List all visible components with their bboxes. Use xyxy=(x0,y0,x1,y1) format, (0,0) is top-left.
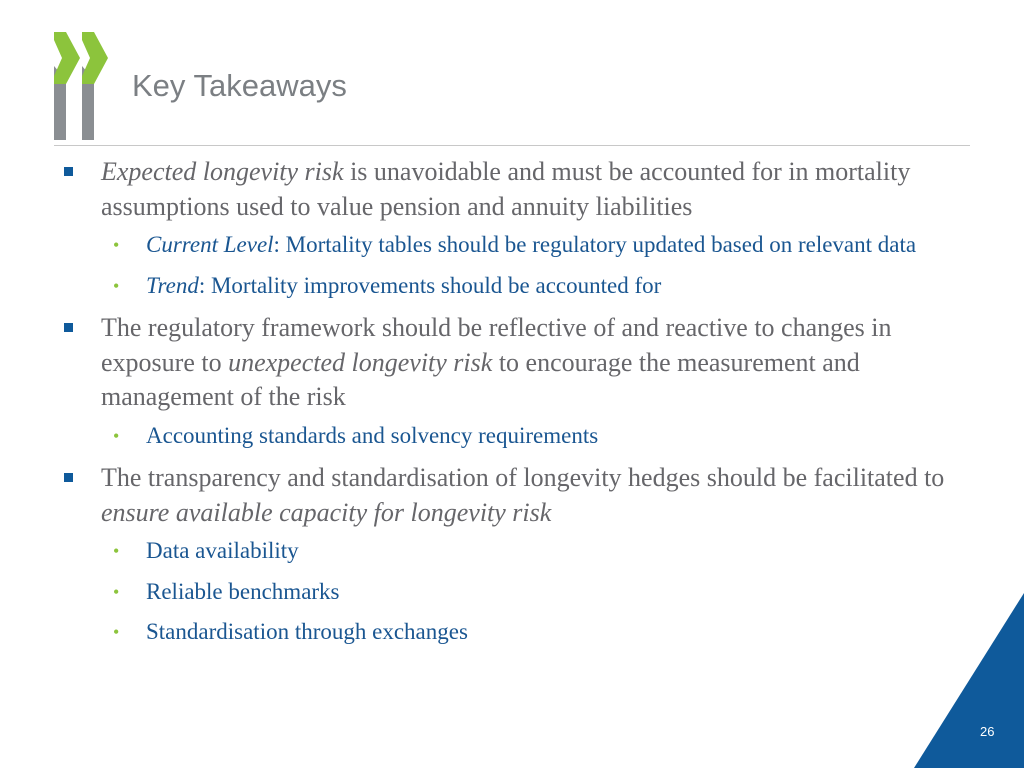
oecd-logo xyxy=(54,32,110,140)
sub-bullet-1-2-italic: Trend xyxy=(146,272,199,298)
bullet-3 xyxy=(0,461,971,530)
square-bullet-icon xyxy=(64,323,73,332)
sub-bullet-2-1 xyxy=(0,421,956,452)
slide-body xyxy=(0,155,1024,658)
logo-chevron-green-right xyxy=(82,32,108,84)
bullet-1 xyxy=(0,155,971,224)
bullet-3-pre: The transparency and standardisation of longevity hedges should be facilitated to xyxy=(101,463,945,492)
square-bullet-icon xyxy=(64,473,73,482)
round-bullet-icon: • xyxy=(113,275,120,296)
page-number: 26 xyxy=(980,724,995,739)
bullet-1-italic-lead: Expected longevity risk xyxy=(101,157,344,186)
bullet-2-italic: unexpected longevity risk xyxy=(228,347,493,377)
title-divider xyxy=(54,145,970,146)
sub-bullet-1-2 xyxy=(0,271,956,302)
sub-bullet-3-2-text: Reliable benchmarks xyxy=(146,578,340,604)
square-bullet-icon xyxy=(64,167,73,176)
bullet-2-pre: The regulatory framework should be reflective of and reactive to changes in exposure to xyxy=(101,313,892,377)
round-bullet-icon: • xyxy=(113,622,120,642)
sub-bullet-3-2 xyxy=(0,577,956,608)
corner-triangle-decoration xyxy=(914,593,1024,768)
round-bullet-icon: • xyxy=(113,425,120,446)
sub-bullet-1-1 xyxy=(0,230,956,261)
sub-bullet-1-1-italic: Current Level xyxy=(146,232,274,257)
sub-bullet-3-1-text: Data availability xyxy=(146,538,299,563)
bullet-2-post: to encourage the measurement and management of the risk xyxy=(101,347,860,411)
round-bullet-icon: • xyxy=(113,541,120,561)
bullet-1-text: is unavoidable and must be accounted for in mortality assumptions used to value pension and annuity liabilities xyxy=(101,157,911,221)
logo-chevron-green-left xyxy=(54,32,80,84)
sub-bullet-3-1 xyxy=(0,536,956,567)
slide-title: Key Takeaways xyxy=(132,68,347,103)
sub-bullet-2-1-text: Accounting standards and solvency requirements xyxy=(146,422,599,448)
sub-bullet-3-3 xyxy=(0,617,956,648)
sub-bullet-1-2-text: : Mortality improvements should be accounted for xyxy=(198,272,662,298)
bullet-3-italic: ensure available capacity for longevity risk xyxy=(101,497,552,527)
bullet-2 xyxy=(0,311,971,415)
round-bullet-icon: • xyxy=(113,581,120,602)
sub-bullet-3-3-text: Standardisation through exchanges xyxy=(146,619,468,644)
sub-bullet-1-1-text: : Mortality tables should be regulatory updated based on relevant data xyxy=(273,232,917,257)
round-bullet-icon: • xyxy=(113,235,120,255)
